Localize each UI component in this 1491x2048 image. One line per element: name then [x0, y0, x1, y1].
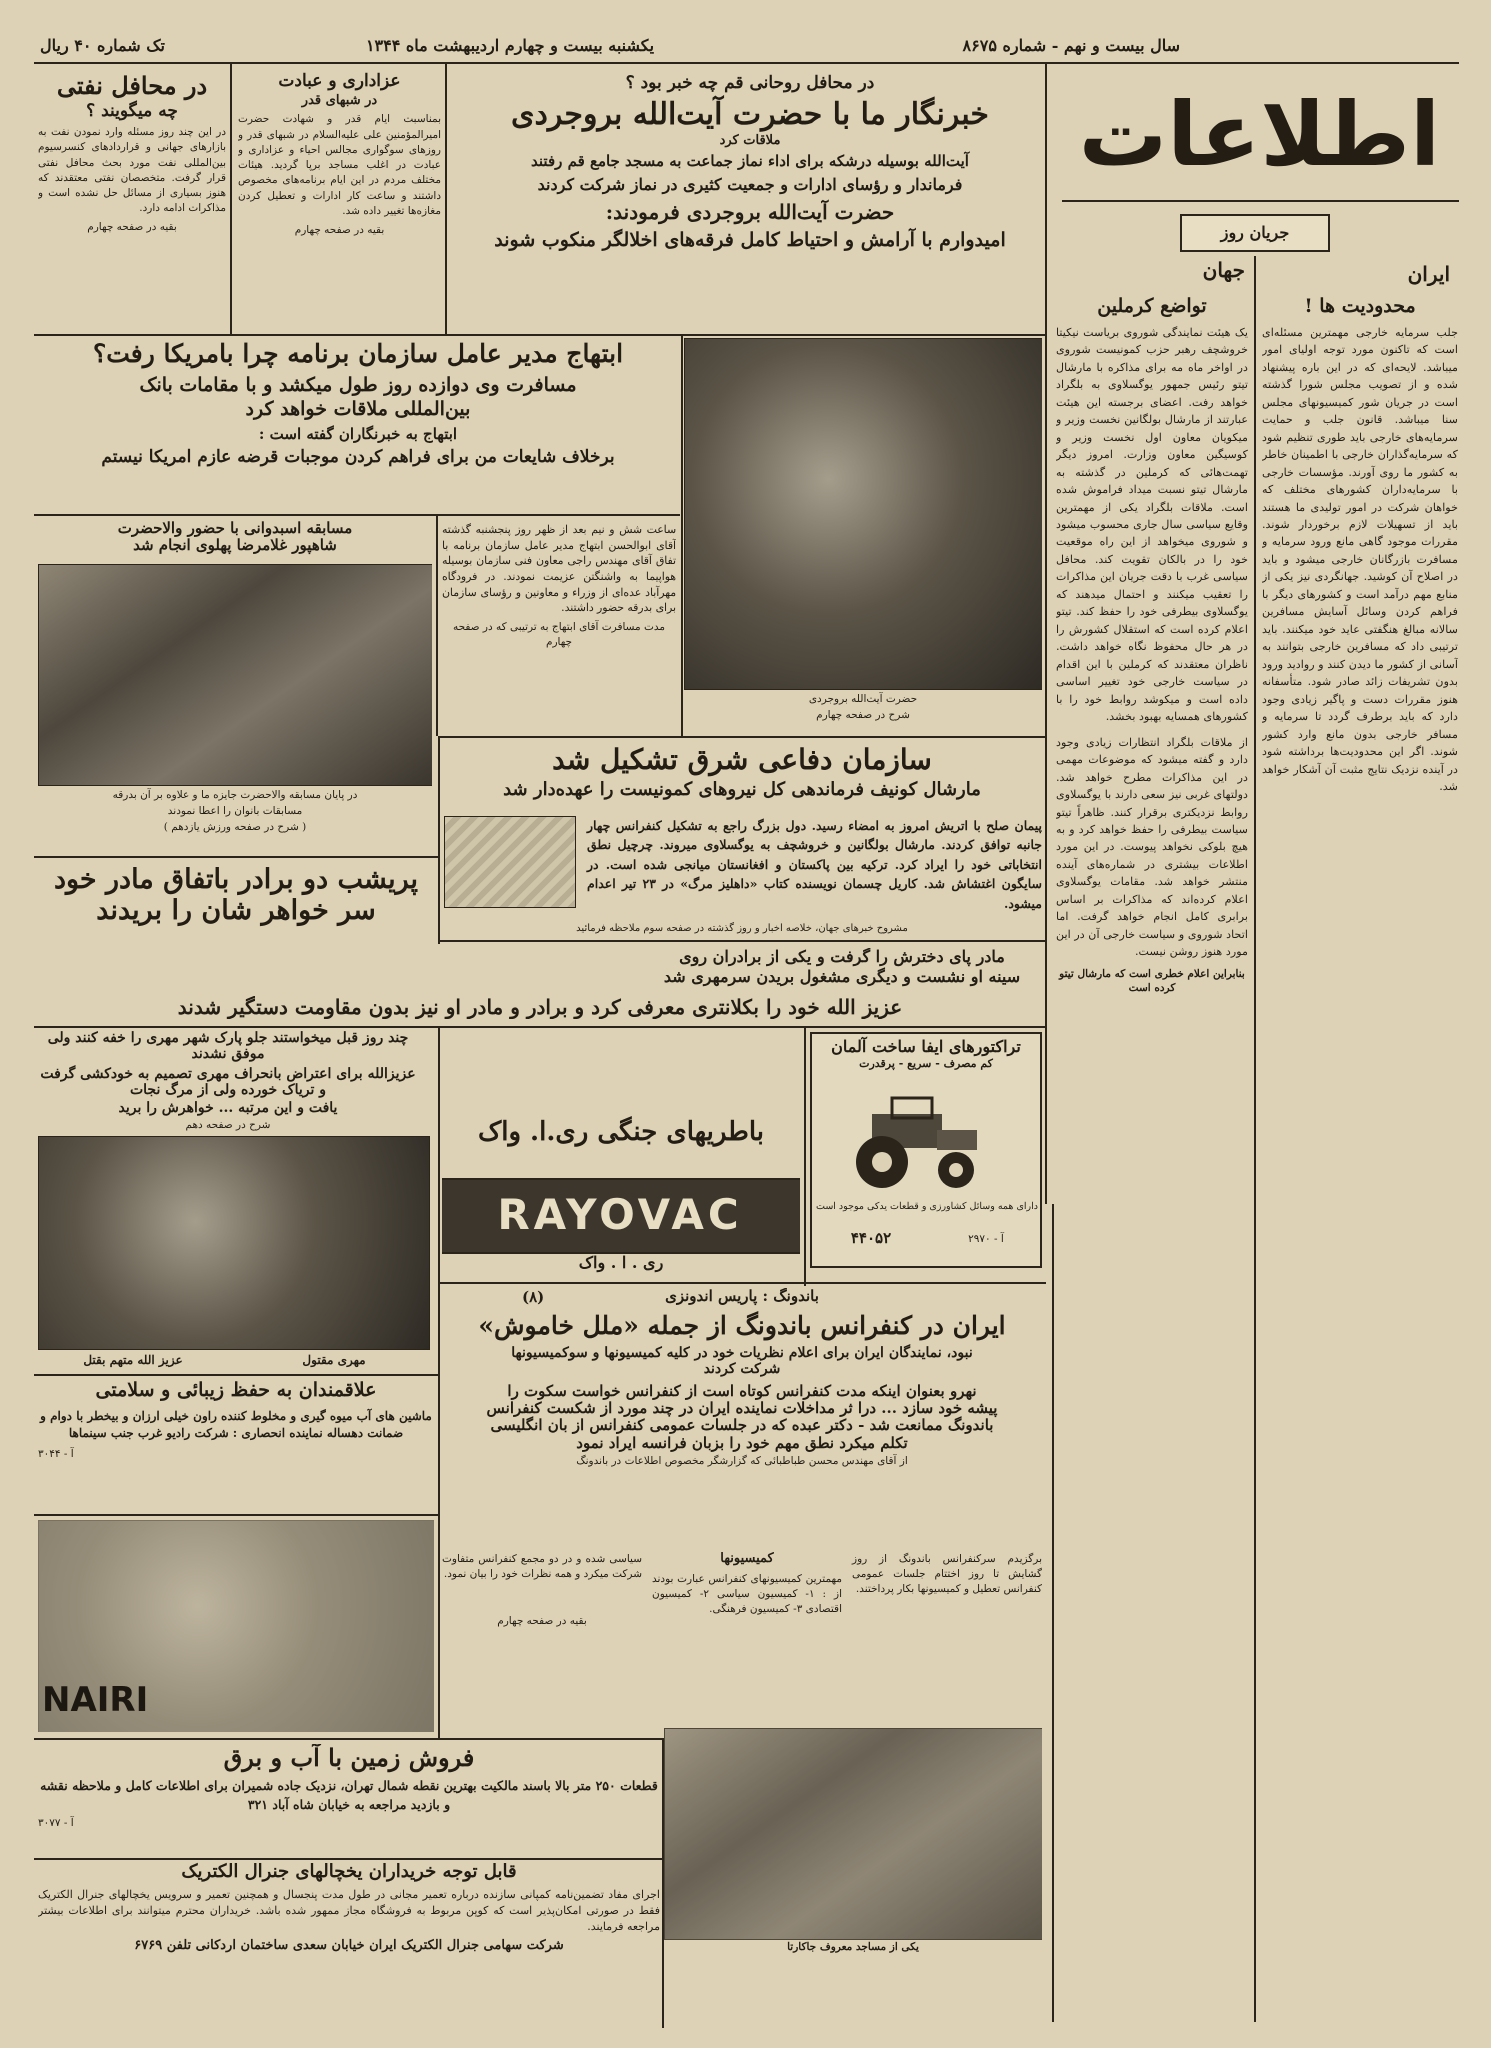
defense-body: پیمان صلح با اتریش امروز به امضاء رسید. دول بزرگ راجع به تشکیل کنفرانس چهار جانبه توافق کردند. مارشال بولگانین و خروشچف به یوگسلاوی میروند. چرچیل نطق انتخاباتی خود را ایراد کرد. ترکیه بین پاکستان و افغانستان میانجی شده است. در سایگون اغتشاش شد. کاریل چسمان نویسنده کتاب «داهلیز مرگ» در ۲۳ تیر اعدام میشود.: [587, 818, 1042, 911]
bandung-col-title: کمیسیونها: [720, 1552, 774, 1566]
crime-continued: شرح در صفحه دهم: [185, 1119, 271, 1132]
kremlin-body: یک هیئت نمایندگی شوروی بریاست نیکیتا خروشچف رهبر حزب کمونیست شوروی در اواخر ماه مه برای مذاکره با مارشال تیتو رئیس جمهور یوگسلاوی به بلگراد خواهد رفت. اعضای برجسته این هیئت عبارتند از مارشال بولگانین نخست وزیر و میکویان معاون اول نخست وزیر و کوسیگین معاون وزارت. امروز دیگر تهمت‌هائی که کرملین در گذشته به مارشال تیتو نسبت میداد فراموش شده است. ملاقات بلگراد یکی از مهمترین وقایع سیاسی سال جاری محسوب میشود و شوروی میخواهد از این راه موقعیت خود را در بالکان تقویت کند. محافل سیاسی غرب با دقت جریان این مذاکرات را تعقیب میکنند و احتمال میدهند که یوگسلاوی بیطرفی خود را حفظ کند. تیتو اعلام کرده است که استقلال کشورش را در هر حال محفوظ نگاه خواهد داشت. ناظران معتقدند که کرملین با این اقدام در سیاست خارجی خود تغییر اساسی داده است و میکوشد روابط خود را با کشورهای همسایه بهبود بخشد.: [1056, 325, 1248, 724]
mourning-title: عزاداری و عبادت: [278, 72, 401, 91]
rule-below-ebtehaj: [34, 514, 680, 516]
mourning-column: [238, 72, 441, 334]
tractor-phone: ۴۴۰۵۲: [850, 1229, 892, 1247]
rule-below-juicer: [34, 1514, 438, 1516]
ebtehaj-headline: ابتهاج مدیر عامل سازمان برنامه چرا بامریکا رفت؟: [92, 340, 624, 368]
defense-footer: مشروح خبرهای جهان، خلاصه اخبار و روز گذشته در صفحه سوم ملاحظه فرمائید: [576, 923, 908, 934]
col-rule-world-lower: [1052, 1204, 1054, 2022]
horse-race-photo: [38, 564, 432, 786]
defense-sub: مارشال کونیف فرماندهی کل نیروهای کمونیست را عهده‌دار شد: [503, 779, 981, 801]
current-events-flag: جریان روز: [1180, 214, 1330, 252]
kremlin-title: تواضع کرملین: [1097, 296, 1207, 317]
col-rule-ebtehaj: [436, 514, 438, 736]
col-rule-lead-left: [445, 64, 447, 334]
masthead-title: اطلاعات: [1078, 83, 1441, 186]
tractor-title: تراکتورهای ایفا ساخت آلمان: [831, 1037, 1021, 1056]
battery-logo-box: [442, 1178, 800, 1254]
crime-photo: [38, 1136, 430, 1350]
crime-headline: پریشب دو برادر باتفاق مادر خود: [53, 864, 419, 895]
tractor-icon: [832, 1096, 992, 1192]
tractor-ad[interactable]: [810, 1032, 1042, 1268]
col-rule-crime: [438, 736, 440, 944]
rule-below-lead-photo: [438, 736, 1046, 738]
ge-footer: شرکت سهامی جنرال الکتریک ایران خیابان سعدی ساختمان اردکانی تلفن ۶۷۶۹: [134, 1937, 564, 1953]
col-rule-land: [662, 1738, 664, 2028]
mourning-body: بمناسبت ایام قدر و شهادت حضرت امیرالمؤمنین علی علیه‌السلام در شبهای قدر و روزهای سوگواری مجالس احیاء و عزاداری و عبادت در اغلب مساجد برپا گردید. هیئات مختلف مردم در این ایام برنامه‌های مخصوص داشتند و ساعت کار ادارات و تعطیل کردن مغازه‌ها تغییر داده شد.: [238, 113, 441, 217]
rule-above-land: [34, 1738, 664, 1740]
ebtehaj-sub1: مسافرت وی دوازده روز طول میکشد و با مقامات بانک: [139, 373, 577, 396]
oil-body: در این چند روز مسئله وارد نمودن نفت به بازارهای جهانی و قراردادهای کنسرسیوم بین‌المللی نفت مورد بحث محافل نفتی قرار گرفت. متخصصان نفتی معتقدند که هنوز بسیاری از مسائل حل نشده است و مذاکرات ادامه دارد.: [38, 126, 226, 215]
lead-headline: خبرنگار ما با حضرت آیت‌الله بروجردی: [511, 96, 989, 132]
rule-below-defense: [438, 940, 1046, 942]
juicer-body: ماشین های آب میوه گیری و مخلوط کننده راون خیلی ارزان و بیخطر با دوام و ضمانت دهساله نماینده انحصاری : شرکت رادیو غرب جنب سینماها: [40, 1408, 432, 1441]
lead-sub1: ملاقات کرد: [719, 133, 781, 149]
ebtehaj-sub2: بین‌المللی ملاقات خواهد کرد: [245, 397, 471, 420]
tractor-sub: کم مصرف - سریع - پرقدرت: [859, 1057, 993, 1071]
bandung-headline: ایران در کنفرانس باندونگ از جمله «ملل خاموش»: [478, 1311, 1006, 1340]
battery-title: باطریهای جنگی ری.ا. واک: [477, 1117, 765, 1147]
juicer-ad[interactable]: [38, 1380, 434, 1510]
battery-ad[interactable]: [442, 1028, 800, 1278]
limits-column: [1262, 296, 1458, 2016]
ge-body: اجرای مفاد تضمین‌نامه کمپانی سازنده درباره تعمیر مجانی در طول مدت پنجسال و همچنین تعمیر و سرویس یخچالهای جنرال الکتریک فقط در صورتی امکان‌پذیر است که کوپن مربوط به فروشگاه مجاز ممهور شده باشد. خریداران محترم میتوانند برای اطلاعات بیشتر مراجعه فرمایند.: [38, 1887, 660, 1933]
ebtehaj-body: ساعت شش و نیم بعد از ظهر روز پنجشنبه گذشته آقای ابوالحسن ابتهاج مدیر عامل سازمان برنامه با تفاق آقای مهندس راجی معاون فنی سازمان بوسیله هواپیما به واشنگتن عزیمت نمودند. در فرودگاه مهرآباد عده‌ای از وزراء و معاونین و رؤسای سازمان برای بدرقه حضور داشتند.: [442, 523, 676, 615]
col-rule-photo: [681, 336, 683, 736]
caption-accused: عزیز الله متهم بقتل: [83, 1353, 183, 1367]
borujerdi-photo: [684, 338, 1042, 690]
ge-ad[interactable]: [38, 1862, 660, 2022]
oil-continued: بقیه در صفحه چهارم: [87, 221, 177, 234]
crime-sub5: عزیزالله برای اعتراض بانحراف مهری تصمیم به خودکشی گرفت و تریاک خورده ولی از مرگ نجات: [40, 1066, 416, 1099]
juicer-title: علاقمندان به حفظ زیبائی و سلامتی: [95, 1380, 377, 1401]
bandung-byline: از آقای مهندس محسن طباطبائی که گزارشگر مخصوص اطلاعات در باندونگ: [576, 1454, 908, 1467]
lead-headline-block: [450, 70, 1050, 325]
col-rule-right: [1045, 64, 1047, 1204]
land-code: آ - ۳۰۷۷: [38, 1817, 74, 1830]
ge-title: قابل توجه خریداران یخچالهای جنرال الکتریک: [181, 1862, 517, 1882]
lead-photo-block: [684, 338, 1042, 728]
masthead-logo: [1062, 80, 1457, 190]
juicer-code: آ - ۳۰۴۴: [38, 1447, 74, 1460]
battery-brand: RAYOVAC: [497, 1190, 743, 1239]
mourning-continued: بقیه در صفحه چهارم: [294, 224, 385, 237]
mourning-subtitle: در شبهای قدر: [301, 92, 378, 108]
lead-photo-caption2: شرح در صفحه چهارم: [816, 709, 910, 721]
mosque-photo: [664, 1728, 1042, 1940]
bandung-body-b: مهمترین کمیسیونهای کنفرانس عبارت بودند از : ۱- کمیسیون سیاسی ۲- کمیسیون اقتصادی ۳- کمیسیون فرهنگی.: [652, 1573, 843, 1616]
limits-title: محدودیت ها !: [1304, 296, 1416, 317]
tractor-body: دارای همه وسائل کشاورزی و قطعات یدکی موجود است: [815, 1201, 1038, 1212]
mosque-photo-block: [664, 1728, 1042, 1958]
lead-sub5: امیدوارم با آرامش و احتیاط کامل فرقه‌های اخلالگر منکوب شوند: [494, 228, 1006, 251]
land-title: فروش زمین با آب و برق: [223, 1744, 475, 1772]
bandung-body-block: [442, 1552, 1042, 1732]
rule-below-crime-photo: [34, 1374, 438, 1376]
ebtehaj-sub3: ابتهاج به خبرنگاران گفته است :: [258, 425, 458, 444]
bandung-body-c: سیاسی شده و در دو مجمع کنفرانس متفاوت شرکت میکرد و همه نظرات خود را بیان نمود.: [442, 1553, 642, 1581]
defense-block: [442, 744, 1042, 919]
bandung-sub5: باندونگ ممانعت شد - دکتر عبده که در جلسات عمومی کنفرانس از بان انگلیسی: [490, 1416, 994, 1435]
oil-column: [38, 72, 226, 334]
bandung-sub3: نهرو بعنوان اینکه مدت کنفرانس کوتاه است از کنفرانس خواست سکوت را: [507, 1381, 977, 1400]
battery-fa: ری . ا . واک: [578, 1253, 664, 1272]
col-rule-bandung: [438, 1386, 440, 1738]
issue-price: تک شماره ۴۰ ریال: [40, 36, 165, 55]
lead-sub3: فرماندار و رؤسای ادارات و جمعیت کثیری در نماز شرکت کردند: [537, 175, 963, 195]
world-closing: بنابراین اعلام خطری است که مارشال تیتو کرده است: [1059, 967, 1245, 995]
horse-headline2: شاهپور غلامرضا پهلوی انجام شد: [133, 536, 337, 555]
bandung-number: (۸): [522, 1288, 545, 1306]
bandung-sub1: نبود، نمایندگان ایران برای اعلام نظریات خود در کلیه کمیسیونها و سوکمیسیونها: [511, 1344, 973, 1361]
bandung-sub2: شرکت کردند: [703, 1360, 781, 1377]
kremlin-column: [1056, 296, 1248, 2016]
ebtehaj-headline-block: [38, 340, 678, 510]
top-rule: [34, 62, 1459, 64]
issue-date: یکشنبه بیست و چهارم اردیبهشت ماه ۱۳۴۴: [365, 36, 655, 55]
crime-headline-block: [38, 864, 434, 944]
oil-subtitle: چه میگویند ؟: [86, 100, 178, 121]
lead-kicker: در محافل روحانی قم چه خبر بود ؟: [625, 73, 875, 93]
bandung-continued: بقیه در صفحه چهارم: [497, 1615, 587, 1627]
lead-sub2: آیت‌الله بوسیله درشکه برای اداء نماز جماعت به مسجد جامع قم رفتند: [531, 151, 969, 170]
crime-sub6: یافت و این مرتبه ... خواهرش را برید: [118, 1100, 338, 1117]
horse-caption3: ( شرح در صفحه ورزش یازدهم ): [163, 821, 307, 833]
horse-caption2: مسابقات بانوان را اعطا نمودند: [167, 805, 303, 817]
bandung-headline-block: [442, 1288, 1042, 1548]
crime-sub3: عزیز الله خود را بکلانتری معرفی کرد و برادر و مادر او نیز بدون مقاومت دستگیر شدند: [177, 996, 903, 1019]
land-body: قطعات ۲۵۰ متر بالا باسند مالکیت بهترین نقطه شمال تهران، نزدیک جاده شمیران برای اطلاعات کامل و ملاحظه نقشه و بازدید مراجعه به خیابان شاه آباد ۳۲۱: [40, 1777, 658, 1812]
ebtehaj-sub4: برخلاف شایعات من برای فراهم کردن موجبات قرضه عازم امریکا نیستم: [101, 446, 615, 467]
rule-below-horse: [34, 856, 438, 858]
col-rule-iran: [1254, 256, 1256, 2022]
col-rule-left: [230, 64, 232, 334]
watch-brand: NAIRI: [42, 1680, 149, 1720]
rule-below-top: [34, 334, 1046, 336]
limits-body: جلب سرمایه خارجی مهمترین مسئله‌ای است که تاکنون مورد توجه اولیای امور میباشد. لایحه‌ای که در این باره پیشنهاد شده و از تصویب مجلس شورا گذشته است در جریان شور کمیسیونهای مجلس سنا میباشد. قانون جلب و حمایت سرمایه‌های خارجی باید طوری تنظیم شود که سرمایه‌گذاران خارجی با اطمینان خاطر به کشور ما روی آورند. مؤسسات خارجی با سرمایه‌داران کشورهای مختلف که خواهان شرکت در امور تولیدی ما هستند باید از تسهیلات لازم برخوردار شوند. مقررات موجود گاهی مانع ورود سرمایه و مسافرت بازرگانان خارجی میشود و باید در اصلاح آن کوشید. جهانگردی نیز یکی از منابع مهم درآمد است و کشورهای دیگر با فراهم کردن وسائل آسایش مسافرین سالانه مبالغ هنگفتی عاید خود میکنند. باید ترتیبی داد که مسافرین خارجی بتوانند به آسانی از کشور ما دیدن کنند و روادید ورود بدون تشریفات زائد صادر شود. متأسفانه هنوز مقررات دست و پاگیر زیادی وجود دارد که باید برطرف گردد تا سرمایه و مسافر خارجی بدون مانع وارد کشور شوند. اگر این محدودیت‌ها برداشته شود در آینده نزدیک نتایج مثبت آن آشکار خواهد شد.: [1262, 325, 1458, 794]
tractor-code: آ - ۲۹۷۰: [968, 1233, 1004, 1245]
crime-sub1: مادر پای دخترش را گرفت و یکی از برادران روی: [679, 948, 1005, 966]
defense-headline: سازمان دفاعی شرق تشکیل شد: [552, 744, 932, 776]
horse-caption: در پایان مسابقه والاحضرت جایزه ما و علاوه بر آن بدرقه: [112, 789, 358, 801]
oil-title: در محافل نفتی: [56, 72, 208, 100]
section-iran: ایران: [1407, 262, 1450, 286]
horse-headline: مسابقه اسبدوانی با حضور والاحضرت: [117, 520, 353, 537]
ebtehaj-body-block: [442, 522, 676, 732]
section-world: جهان: [1202, 258, 1245, 282]
mosque-caption: یکی از مساجد معروف جاکارتا: [787, 1941, 919, 1953]
horse-race-block: [38, 520, 432, 850]
rule-below-battery: [438, 1282, 1046, 1284]
caption-victim: مهری مقتول: [302, 1353, 366, 1367]
crime-sub4: چند روز قبل میخواستند جلو پارک شهر مهری را خفه کنند ولی موفق نشدند: [47, 1030, 409, 1063]
bandung-sub4: پیشه خود سازد ... درا ثر مداخلات نماینده ایران در چند مورد از شکست کنفرانس: [486, 1399, 998, 1418]
col-rule-ads: [804, 1026, 806, 1286]
bandung-kicker: باندونگ : پاریس اندونزی: [665, 1288, 819, 1305]
bandung-sub6: تکلم میکرد نطق مهم خود را بزبان فرانسه ایراد نمود: [576, 1433, 908, 1452]
bandung-body-a: برگزیدم سرکنفرانس باندونگ از روز گشایش تا روز اختتام جلسات عمومی کنفرانس تعطیل و کمیسیونها بکار پرداختند.: [852, 1553, 1042, 1596]
lead-photo-caption: حضرت آیت‌الله بروجردی: [808, 693, 918, 705]
crime-sub2: سینه او نشست و دیگری مشغول بریدن سرمهری شد: [663, 967, 1021, 987]
map-graphic: [444, 816, 576, 908]
year-issue: سال بیست و نهم - شماره ۸۶۷۵: [962, 36, 1180, 55]
masthead-rule: [1062, 200, 1459, 202]
watch-ad[interactable]: [38, 1520, 434, 1732]
crime-headline2: سر خواهر شان را بریدند: [96, 895, 376, 927]
land-ad[interactable]: [38, 1744, 660, 1854]
rule-below-land: [34, 1858, 664, 1860]
col-rule-crime-detail: [438, 1026, 440, 1386]
lead-sub4: حضرت آیت‌الله بروجردی فرمودند:: [605, 199, 895, 224]
world-extra-body: از ملاقات بلگراد انتظارات زیادی وجود دارد و گفته میشود که موضوعات مهمی در این مذاکرات مطرح خواهد شد. دولتهای غربی نیز سعی دارند با یوگسلاوی روابط نزدیکتری برقرار کنند. ظاهراً تیتو سیاست بیطرفی را حفظ خواهد کرد و به هیچ بلوکی نخواهد پیوست. در این مورد اطلاعات بیشتری در شماره‌های آینده منتشر خواهد شد. مقامات یوگسلاوی اعلام کرده‌اند که مذاکرات بر اساس برابری کامل انجام خواهد گرفت. اما اتحاد شوروی و سیاست خارجی آن در این مورد هنوز روشن نیست.: [1056, 735, 1248, 959]
ebtehaj-continued: مدت مسافرت آقای ابتهاج به ترتیبی که در صفحه چهارم: [452, 620, 666, 648]
